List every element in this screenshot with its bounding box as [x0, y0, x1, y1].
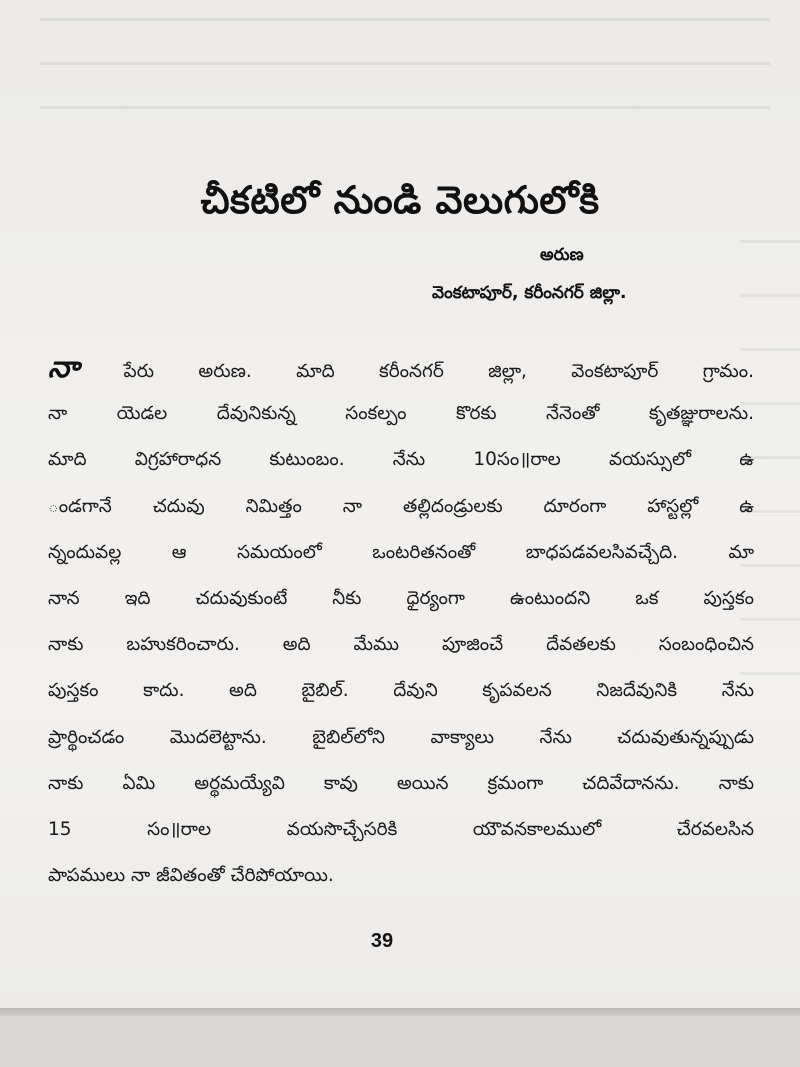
body-line: ండగానే చదువు నిమిత్తం నా తల్లిదండ్రులకు దూరంగా హాస్టల్లో ఉ [48, 495, 754, 517]
body-line: పాపములు నా జీవితంతో చేరిపోయాయి. [48, 865, 334, 887]
body-line: ప్రార్థించడం మొదలెట్టాను. బైబిల్‌లోని వాక్యాలు నేను చదువుతున్నప్పుడు [48, 726, 754, 748]
body-line: పుస్తకం కాదు. అది బైబిల్. దేవుని కృపవలన నిజదేవునికి నేను [48, 680, 754, 702]
drop-cap: నా [48, 350, 80, 385]
body-line: న్నందువల్ల ఆ సమయంలో ఒంటరితనంతో బాధపడవలసివచ్చేది. మా [48, 541, 754, 563]
body-line: 15 సం॥రాల వయసొచ్చేసరికి యౌవనకాలములో చేరవలసిన [48, 818, 754, 840]
bleed-through-text [40, 0, 770, 150]
page-edge [0, 1008, 800, 1016]
body-line: నాకు బహుకరించారు. అది మేము పూజించే దేవతలకు సంబంధించిన [48, 634, 754, 656]
body-line: నాకు ఏమి అర్థమయ్యేవి కావు అయిన క్రమంగా చదివేదానను. నాకు [48, 772, 754, 794]
body-line [48, 345, 754, 391]
body-line: నాన ఇది చదువుకుంటే నీకు ధైర్యంగా ఉంటుందని ఒక పుస్తకం [48, 587, 754, 609]
body-text [48, 345, 754, 899]
author-place: వెంకటాపూర్, కరీంనగర్ జిల్లా. [432, 283, 627, 303]
chapter-title: చీకటిలో నుండి వెలుగులోకి [200, 178, 600, 222]
body-line: మాది విగ్రహారాధన కుటుంబం. నేను 10సం॥రాల వయస్సులో ఉ [48, 449, 754, 471]
page-number: 39 [370, 930, 394, 952]
body-line: నా యెడల దేవునికున్న సంకల్పం కొరకు నేనెంతో కృతజ్ఞురాలను. [48, 403, 754, 425]
author-name: అరుణ [540, 245, 584, 265]
first-line-text: పేరు అరుణ. మాది కరీంనగర్ జిల్లా, వెంకటాపూర్ గ్రామం. [79, 361, 754, 382]
